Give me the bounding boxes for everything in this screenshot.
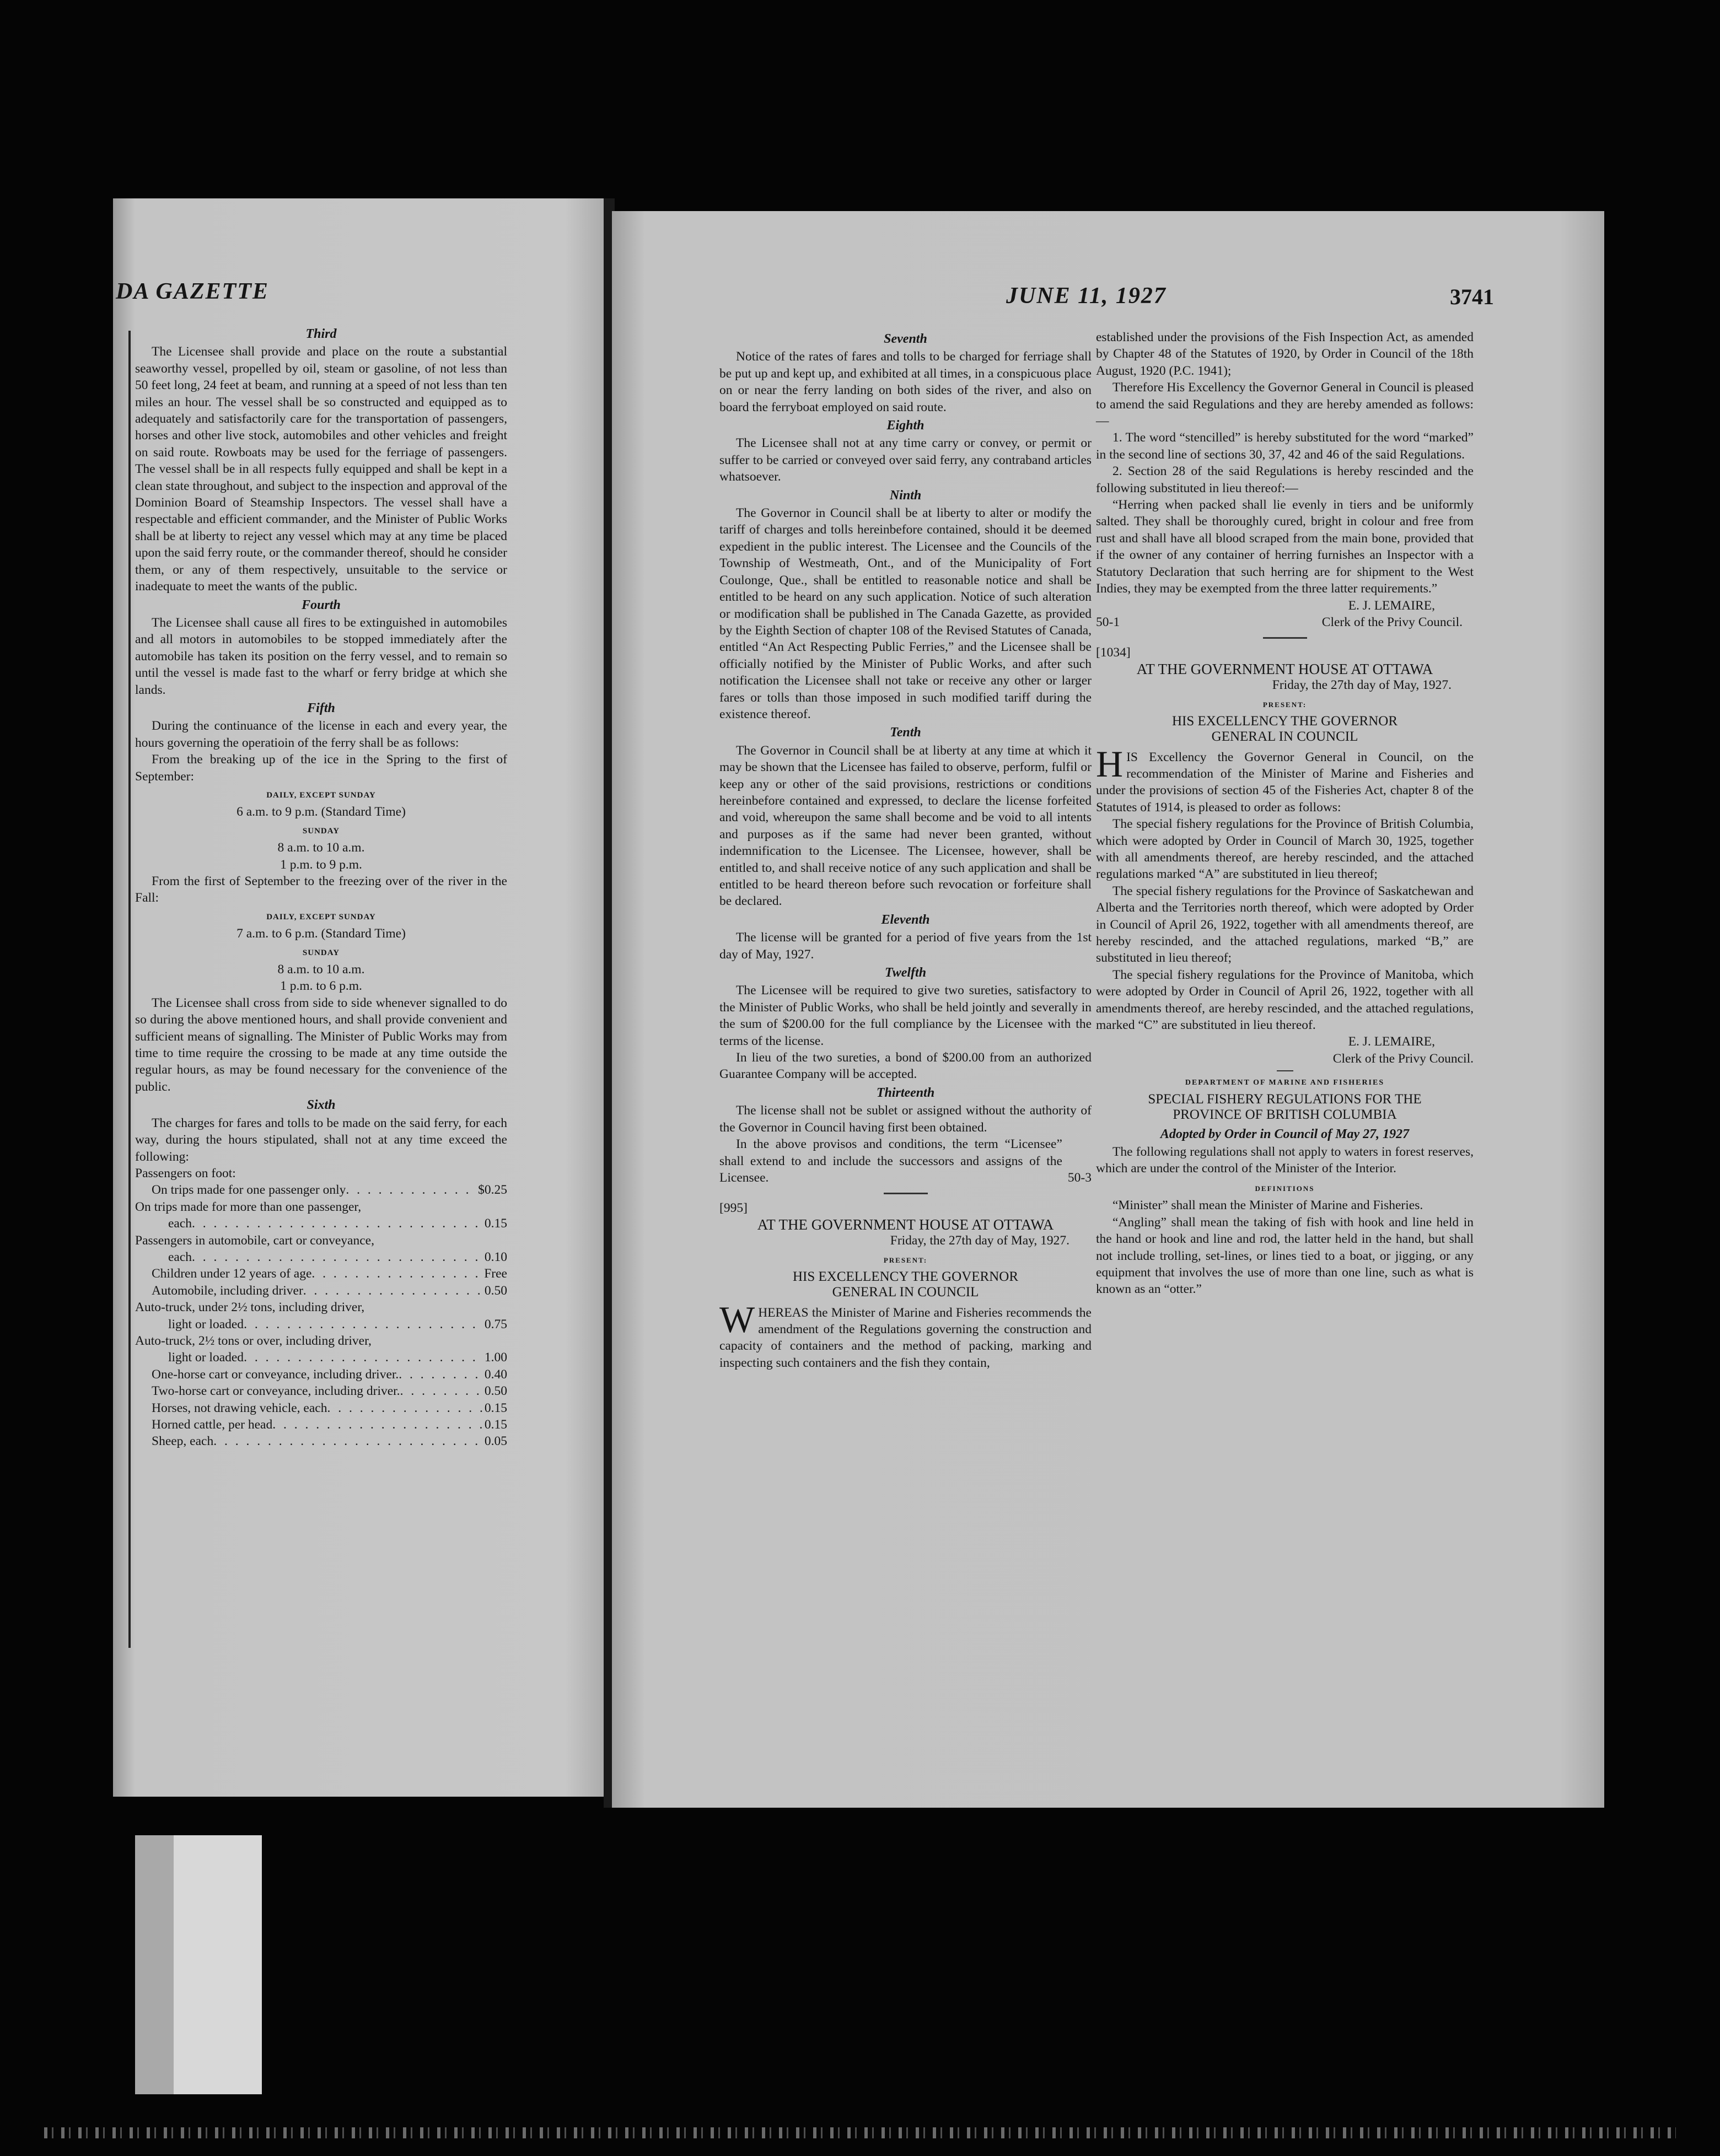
order-2-title: AT THE GOVERNMENT HOUSE AT OTTAWA	[1136, 660, 1433, 677]
thirteenth-issue-ref: 50-3	[1067, 1170, 1092, 1185]
fee-leader-dots	[399, 1366, 482, 1383]
right-column	[1096, 329, 1474, 1298]
fee-amount: 0.40	[484, 1367, 507, 1382]
fee-row	[135, 1199, 507, 1215]
order-1-therefore: Therefore His Excellency the Governor General in Council is pleased to amend the said Regulations and they are hereby amended as follows:—	[1096, 380, 1474, 429]
definition-angling: “Angling” shall mean the taking of fish with hook and line held in the hand or hook and line and rod, the latter held in the hand, but shall not include trolling, set-lines, or lines tied to a boat, or jigging, or any equipment that involves the use of more than one line, such as what is known as an “otter.”	[1096, 1215, 1474, 1297]
fee-amount: 0.75	[484, 1317, 507, 1332]
regulations-adopted: Adopted by Order in Council of May 27, 1927	[1160, 1126, 1410, 1141]
order-1-gg-2: GENERAL IN COUNCIL	[832, 1284, 979, 1300]
sixth-heading: Sixth	[307, 1098, 336, 1113]
fee-leader-dots	[244, 1349, 482, 1366]
eleventh-text: The license will be granted for a period of five years from the 1st day of May, 1927.	[719, 930, 1092, 962]
fee-label: each	[168, 1216, 192, 1231]
order-1-item-1: 1. The word “stencilled” is hereby substituted for the word “marked” in the second line of sections 30, 37, 42 and 46 of the said Regulations.	[1096, 430, 1474, 462]
fee-label: light or loaded	[168, 1350, 244, 1365]
fee-leader-dots	[400, 1383, 482, 1399]
fee-label: On trips made for more than one passenger,	[135, 1199, 362, 1214]
fee-row	[135, 1433, 507, 1449]
tenth-text: The Governor in Council shall be at liberty at any time at which it may be shown that the Licensee has failed to observe, perform, fulfil or keep any or other of the said provisions, restrictions or conditions hereinbefore contained and expressed, to declare the license forfeited and void, whereupon the same shall become and be void to all intents and purposes as if the same had never been granted, without indemnification to the Licensee. The Licensee, however, shall be entitled to, and shall receive notice of any such application and shall be entitled to be heard thereon before such revocation or forfeiture shall be declared.	[719, 743, 1092, 909]
regulations-title-2: PROVINCE OF BRITISH COLUMBIA	[1173, 1107, 1397, 1122]
fee-label: Sheep, each	[152, 1434, 214, 1449]
fee-row	[135, 1333, 507, 1349]
seventh-text: Notice of the rates of fares and tolls to be charged for ferriage shall be put up and kept up, and exhibited at all times, in a conspicuous place on or near the ferry landing on both sides of the river, and also on board the ferryboat employed on said route.	[719, 349, 1092, 414]
fall-sunday-label: SUNDAY	[302, 948, 340, 957]
fee-table	[135, 1182, 507, 1450]
ninth-heading: Ninth	[889, 488, 922, 503]
fee-amount: 0.10	[484, 1249, 507, 1264]
order-2-present: PRESENT:	[1262, 700, 1307, 709]
regulations-intro: The following regulations shall not apply to waters in forest reserves, which are under the control of the Minister of the Interior.	[1096, 1145, 1474, 1176]
order-2-signer-name: E. J. LEMAIRE,	[1348, 1034, 1435, 1049]
fee-leader-dots	[192, 1215, 482, 1232]
middle-column	[719, 329, 1092, 1371]
tenth-heading: Tenth	[890, 725, 921, 740]
fee-row	[135, 1182, 507, 1198]
crossing-text: The Licensee shall cross from side to side whenever signalled to do so during the above mentioned hours, and shall provide convenient and sufficient means of signalling. The Minister of Public Works may from time to time require the crossing to be made at any time outside the regular hours, as may be found necessary for the convenience of the public.	[135, 995, 507, 1094]
regulations-title-1: SPECIAL FISHERY REGULATIONS FOR THE	[1148, 1091, 1422, 1107]
order-1-quote: “Herring when packed shall lie evenly in tiers and be uniformly salted. They shall be thoroughly cured, bright in colour and free from rust and shall have all blood scraped from the main bone, provided that if the owner of any container of herring furnishes an Inspector with a Statutory Declaration that such herring are for shipment to the West Indies, they may be exempted from the three latter requirements.”	[1096, 498, 1474, 596]
order-1-issue-ref: 50-1	[1096, 615, 1120, 629]
order-2-para-3: The special fishery regulations for the Province of Manitoba, which were adopted by Order in Council of April 26, 1922, together with all amendments thereof, are hereby rescinded, and the attached regulations, marked “C” are substituted in lieu thereof.	[1096, 967, 1474, 1033]
fee-row	[135, 1383, 507, 1399]
twelfth-text: The Licensee will be required to give two sureties, satisfactory to the Minister of Public Works, who shall be held jointly and severally in the sum of $200.00 for the full compliance by the Licensee with the terms of the license.	[719, 983, 1092, 1048]
fifth-heading: Fifth	[307, 700, 335, 715]
fee-row	[135, 1232, 507, 1249]
definitions-label: DEFINITIONS	[1255, 1184, 1315, 1193]
left-running-head: DA GAZETTE	[116, 279, 269, 304]
order-1-item-2: 2. Section 28 of the said Regulations is hereby rescinded and the following substituted in lieu thereof:—	[1096, 464, 1474, 495]
fee-row	[135, 1366, 507, 1383]
twelfth-heading: Twelfth	[884, 966, 927, 980]
separator-rule-3	[1277, 1070, 1293, 1071]
order-1-present: PRESENT:	[883, 1256, 928, 1265]
order-1-signer-title: Clerk of the Privy Council.	[1321, 615, 1463, 629]
third-heading: Third	[305, 327, 337, 341]
fee-label: light or loaded	[168, 1317, 244, 1332]
fall-daily-hours: 7 a.m. to 6 p.m. (Standard Time)	[237, 926, 406, 941]
spring-text: From the breaking up of the ice in the Spring to the first of September:	[135, 752, 507, 784]
order-1-signer-name: E. J. LEMAIRE,	[1348, 598, 1435, 613]
order-2-text: HIS Excellency the Governor General in Council, on the recommendation of the Minister of Marine and Fisheries and under the provisions of section 45 of the Fisheries Act, chapter 8 of the Statutes of 1914, is pleased to order as follows:	[1096, 742, 1474, 815]
spring-sunday-hours-1: 8 a.m. to 10 a.m.	[277, 840, 365, 855]
department-label: DEPARTMENT OF MARINE AND FISHERIES	[1185, 1079, 1385, 1087]
fall-sunday-hours-2: 1 p.m. to 6 p.m.	[280, 979, 362, 994]
fee-label: Horses, not drawing vehicle, each	[152, 1400, 327, 1415]
fall-sunday-hours-1: 8 a.m. to 10 a.m.	[277, 962, 365, 977]
fee-label: each	[168, 1249, 192, 1264]
fee-row	[135, 1349, 507, 1366]
order-2-date: Friday, the 27th day of May, 1927.	[1272, 677, 1452, 692]
fee-label: Passengers in automobile, cart or conveyance,	[135, 1233, 374, 1248]
fee-label: Auto-truck, under 2½ tons, including driver,	[135, 1300, 365, 1315]
fee-label: Horned cattle, per head	[152, 1417, 273, 1432]
fee-row	[135, 1265, 507, 1282]
fee-leader-dots	[213, 1433, 482, 1449]
fee-leader-dots	[346, 1182, 476, 1198]
fee-label: Auto-truck, 2½ tons or over, including driver,	[135, 1333, 372, 1348]
eighth-heading: Eighth	[886, 418, 925, 433]
order-1-title: AT THE GOVERNMENT HOUSE AT OTTAWA	[757, 1216, 1054, 1233]
fee-row	[135, 1416, 507, 1433]
spring-sunday-label: SUNDAY	[302, 826, 340, 836]
passengers-label: Passengers on foot:	[135, 1166, 236, 1181]
eleventh-heading: Eleventh	[881, 912, 930, 927]
thirteenth-text: The license shall not be sublet or assigned without the authority of the Governor in Council having first been obtained.	[719, 1103, 1092, 1135]
order-2-para-2: The special fishery regulations for the Province of Saskatchewan and Alberta and the Territories north thereof, which were adopted by Order in Council of April 26, 1922, together with all amendments thereof, are hereby rescinded, and the attached regulations, marked “B,” are substituted in lieu thereof;	[1096, 883, 1474, 966]
fee-amount: 0.50	[484, 1384, 507, 1399]
left-column	[135, 324, 507, 1450]
order-2-ref: [1034]	[1096, 645, 1131, 660]
seventh-heading: Seventh	[884, 332, 927, 346]
fee-amount: 0.05	[484, 1434, 507, 1449]
fee-amount: 0.15	[484, 1417, 507, 1432]
fee-leader-dots	[303, 1282, 482, 1299]
order-1-whereas: WHEREAS the Minister of Marine and Fisheries recommends the amendment of the Regulations governing the construction and capacity of containers and the method of packing, marking and inspecting such containers and the fish they contain,	[719, 1298, 1092, 1370]
order-1-gg-1: HIS EXCELLENCY THE GOVERNOR	[792, 1269, 1018, 1284]
fee-leader-dots	[327, 1400, 482, 1416]
order-1-date: Friday, the 27th day of May, 1927.	[890, 1233, 1069, 1248]
fee-amount: 0.15	[484, 1400, 507, 1415]
order-1-ref: [995]	[719, 1201, 748, 1216]
order-1-signature-line	[1096, 614, 1474, 630]
fee-leader-dots	[244, 1316, 482, 1333]
fee-label: On trips made for one passenger only	[152, 1183, 346, 1198]
fee-amount: $0.25	[478, 1183, 507, 1198]
fee-amount: Free	[484, 1266, 507, 1281]
film-edge-strip	[135, 1835, 262, 2094]
right-running-head: JUNE 11, 1927	[1006, 283, 1167, 309]
page-number: 3741	[1450, 284, 1494, 309]
film-edge-noise	[44, 2127, 1676, 2138]
definition-minister: “Minister” shall mean the Minister of Marine and Fisheries.	[1112, 1198, 1423, 1213]
spring-daily-hours: 6 a.m. to 9 p.m. (Standard Time)	[237, 805, 406, 820]
twelfth-text-2: In lieu of the two sureties, a bond of $200.00 from an authorized Guarantee Company will be accepted.	[719, 1050, 1092, 1082]
fee-row	[135, 1316, 507, 1333]
separator-rule-2	[1263, 637, 1307, 639]
fee-row	[135, 1215, 507, 1232]
thirteenth-last-line	[719, 1136, 1092, 1186]
fee-amount: 0.15	[484, 1216, 507, 1231]
fee-label: One-horse cart or conveyance, including driver.	[152, 1367, 399, 1382]
fee-amount: 1.00	[484, 1350, 507, 1365]
third-text: The Licensee shall provide and place on the route a substantial seaworthy vessel, propelled by oil, steam or gasoline, of not less than 50 feet long, 24 feet at beam, and running at a speed of not less than ten miles an hour. The vessel shall be so constructed and equipped as to adequately and satisfactorily care for the transportation of passengers, horses and other live stock, automobiles and other vehicles and freight on said route. Rowboats may be used for the ferriage of passengers. The vessel shall be in all respects fully equipped and shall be kept in a clean state throughout, and subject to the inspection and approval of the Dominion Board of Steamship Inspectors. The vessel shall have a respectable and efficient commander, and the Minister of Public Works shall be at liberty to reject any vessel which may at any time be placed upon the said ferry route, or the commander thereof, should he consider them, or any of them respectively, unsuitable to the service or inadequate to meet the wants of the public.	[135, 344, 507, 594]
order-2-gg-1: HIS EXCELLENCY THE GOVERNOR	[1171, 713, 1398, 729]
fee-row	[135, 1299, 507, 1316]
separator-rule	[884, 1193, 928, 1194]
eighth-text: The Licensee shall not at any time carry or convey, or permit or suffer to be carried or conveyed over said ferry, any contraband articles whatsoever.	[719, 436, 1092, 484]
order-2-para-1: The special fishery regulations for the Province of British Columbia, which were adopted by Order in Council of March 30, 1925, together with all amendments thereof, are hereby rescinded, and the attached regulations marked “A” are substituted in lieu thereof;	[1096, 817, 1474, 882]
fee-label: Automobile, including driver	[152, 1283, 303, 1298]
fee-leader-dots	[311, 1265, 482, 1282]
fee-row	[135, 1282, 507, 1299]
fee-label: Children under 12 years of age	[152, 1266, 312, 1281]
fifth-text: During the continuance of the license in each and every year, the hours governing the operatioin of the ferry shall be as follows:	[135, 719, 507, 750]
thirteenth-heading: Thirteenth	[876, 1085, 935, 1100]
spring-daily-label: DAILY, EXCEPT SUNDAY	[266, 790, 376, 800]
order-1-continued: established under the provisions of the Fish Inspection Act, as amended by Chapter 48 of the Statutes of 1920, by Order in Council of the 18th August, 1920 (P.C. 1941);	[1096, 330, 1474, 378]
ninth-text: The Governor in Council shall be at liberty to alter or modify the tariff of charges and tolls hereinbefore contained, should it be deemed expedient in the public interest. The Licensee and the Councils of the Township of Westmeath, Ont., and of the Municipality of Fort Coulonge, Que., shall be entitled to reasonable notice and shall be entitled to be heard on any such application. Notice of such alteration or modification shall be published in The Canada Gazette, as provided by the Eighth Section of chapter 108 of the Revised Statutes of Canada, entitled “An Act Respecting Public Ferries,” and the Licensee shall be officially notified by the Minister of Public Works, and after such notification the Licensee shall not take or receive any other or larger fares or tolls than those imposed in such modified tariff during the existence thereof.	[719, 506, 1092, 721]
fee-label: Two-horse cart or conveyance, including driver.	[152, 1384, 400, 1399]
order-2-gg-2: GENERAL IN COUNCIL	[1211, 729, 1358, 744]
fall-text: From the first of September to the freezing over of the river in the Fall:	[135, 874, 507, 905]
fee-leader-dots	[272, 1416, 482, 1433]
fourth-heading: Fourth	[302, 597, 341, 612]
order-2-signer-title: Clerk of the Privy Council.	[1332, 1051, 1474, 1066]
thirteenth-text-2: In the above provisos and conditions, the term “Licensee” shall extend to and include the successors and assigns of the Licensee.	[719, 1137, 1062, 1185]
fee-row	[135, 1249, 507, 1265]
spring-sunday-hours-2: 1 p.m. to 9 p.m.	[280, 857, 362, 872]
fourth-text: The Licensee shall cause all fires to be extinguished in automobiles and all motors in automobiles to be stopped immediately after the automobile has taken its position on the ferry vessel, and to remain so until the vessel is made fast to the wharf or ferry bridge at which she lands.	[135, 615, 507, 697]
sixth-text: The charges for fares and tolls to be made on the said ferry, for each way, during the hours stipulated, shall not at any time exceed the following:	[135, 1115, 507, 1164]
fee-leader-dots	[192, 1249, 482, 1265]
left-column-rule	[128, 331, 131, 1648]
fee-row	[135, 1400, 507, 1416]
fee-amount: 0.50	[484, 1283, 507, 1298]
fall-daily-label: DAILY, EXCEPT SUNDAY	[266, 912, 376, 921]
